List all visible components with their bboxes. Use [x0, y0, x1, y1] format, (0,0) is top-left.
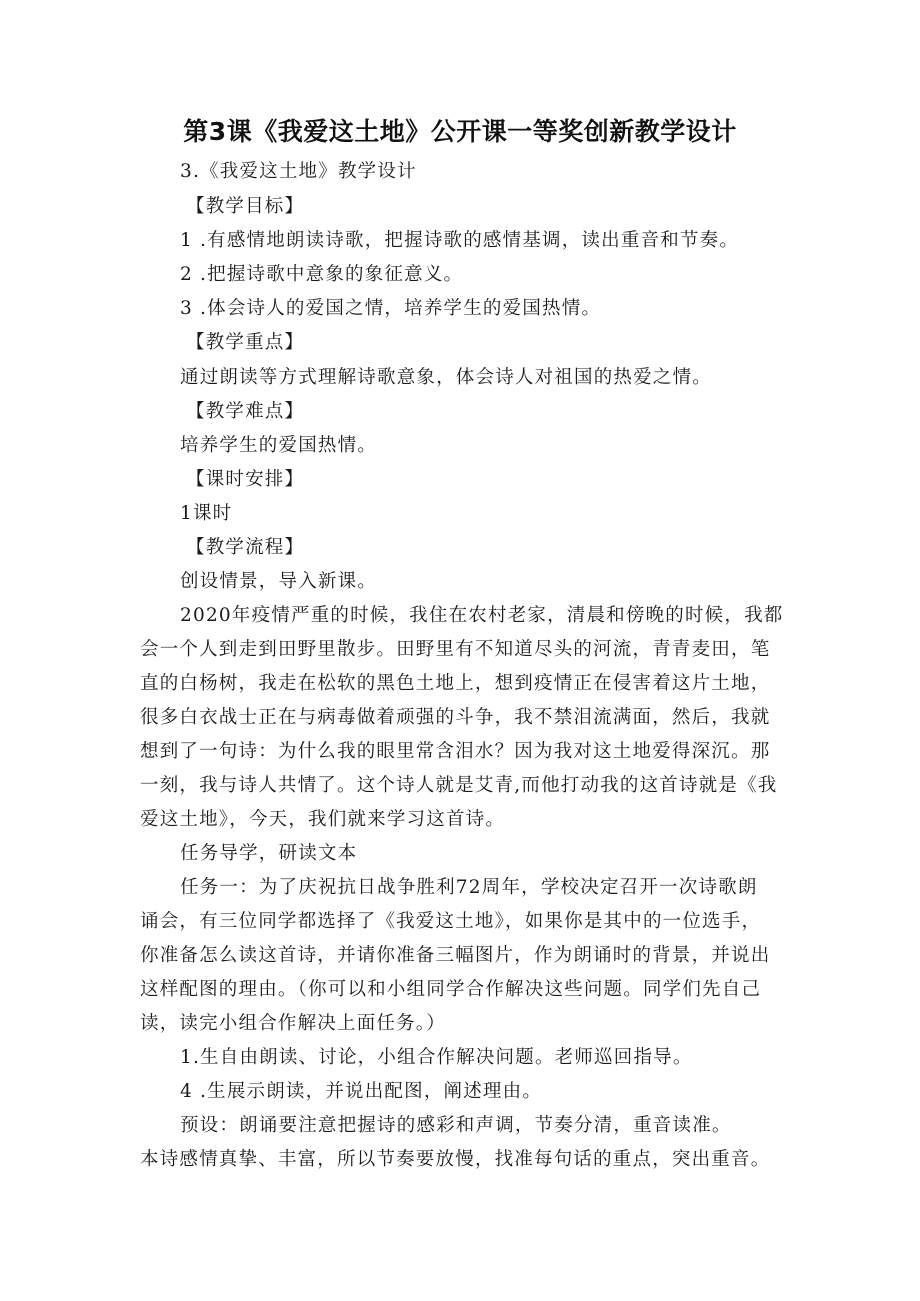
task-line-5: 读，读完小组合作解决上面任务。） [140, 1013, 446, 1034]
task-line-2: 诵会，有三位同学都选择了《我爱这土地》，如果你是其中的一位选手， [140, 911, 762, 932]
preset-line: 预设：朗诵要注意把握诗的感彩和声调，节奏分清，重音读准。 [180, 1115, 732, 1136]
schedule-text: 1课时 [180, 503, 233, 524]
difficulty-heading: 【教学难点】 [186, 401, 305, 422]
intro-line-2: 会一个人到走到田野里散步。田野里有不知道尽头的河流，青青麦田，笔 [140, 639, 771, 660]
intro-line-6: 一刻，我与诗人共情了。这个诗人就是艾青,而他打动我的这首诗就是《我 [140, 775, 778, 796]
intro-line-1: 2020年疫情严重的时候，我住在农村老家，清晨和傍晚的时候，我都 [180, 605, 784, 626]
intro-line-5: 想到了一句诗：为什么我的眼里常含泪水？因为我对这土地爱得深沉。那 [140, 741, 771, 762]
step-1: 1.生自由朗读、讨论，小组合作解决问题。老师巡回指导。 [180, 1047, 693, 1068]
task-line-4: 这样配图的理由。（你可以和小组同学合作解决这些问题。同学们先自己 [140, 979, 762, 1000]
goal-item-3: 3 .体会诗人的爱国之情，培养学生的爱国热情。 [180, 298, 602, 319]
difficulty-text: 培养学生的爱国热情。 [180, 435, 378, 456]
process-heading: 【教学流程】 [186, 537, 305, 558]
goal-item-2: 2 .把握诗歌中意象的象征意义。 [180, 264, 464, 285]
step-4: 4 .生展示朗读，并说出配图，阐述理由。 [180, 1081, 543, 1102]
document-title: 第3课《我爱这土地》公开课一等奖创新教学设计 [183, 117, 737, 146]
task-line-1: 任务一：为了庆祝抗日战争胜利72周年，学校决定召开一次诗歌朗 [180, 877, 758, 898]
subtitle: 3.《我爱这土地》教学设计 [180, 161, 417, 182]
intro-line-3: 直的白杨树，我走在松软的黑色土地上，想到疫情正在侵害着这片土地， [140, 673, 771, 694]
task-heading: 任务导学，研读文本 [180, 843, 358, 864]
goal-item-1: 1 .有感情地朗读诗歌，把握诗歌的感情基调，读出重音和节奏。 [180, 230, 740, 251]
task-line-3: 你准备怎么读这首诗，并请你准备三幅图片，作为朗诵时的背景，并说出 [140, 945, 771, 966]
intro-heading: 创设情景，导入新课。 [180, 571, 378, 592]
key-heading: 【教学重点】 [186, 332, 305, 353]
last-line: 本诗感情真挚、丰富，所以节奏要放慢，找准每句话的重点，突出重音。 [140, 1149, 771, 1170]
schedule-heading: 【课时安排】 [186, 469, 305, 490]
goals-heading: 【教学目标】 [186, 196, 305, 217]
intro-line-4: 很多白衣战士正在与病毒做着顽强的斗争，我不禁泪流满面，然后，我就 [140, 707, 771, 728]
intro-line-7: 爱这土地》，今天，我们就来学习这首诗。 [140, 809, 506, 830]
key-text: 通过朗读等方式理解诗歌意象，体会诗人对祖国的热爱之情。 [180, 367, 712, 388]
